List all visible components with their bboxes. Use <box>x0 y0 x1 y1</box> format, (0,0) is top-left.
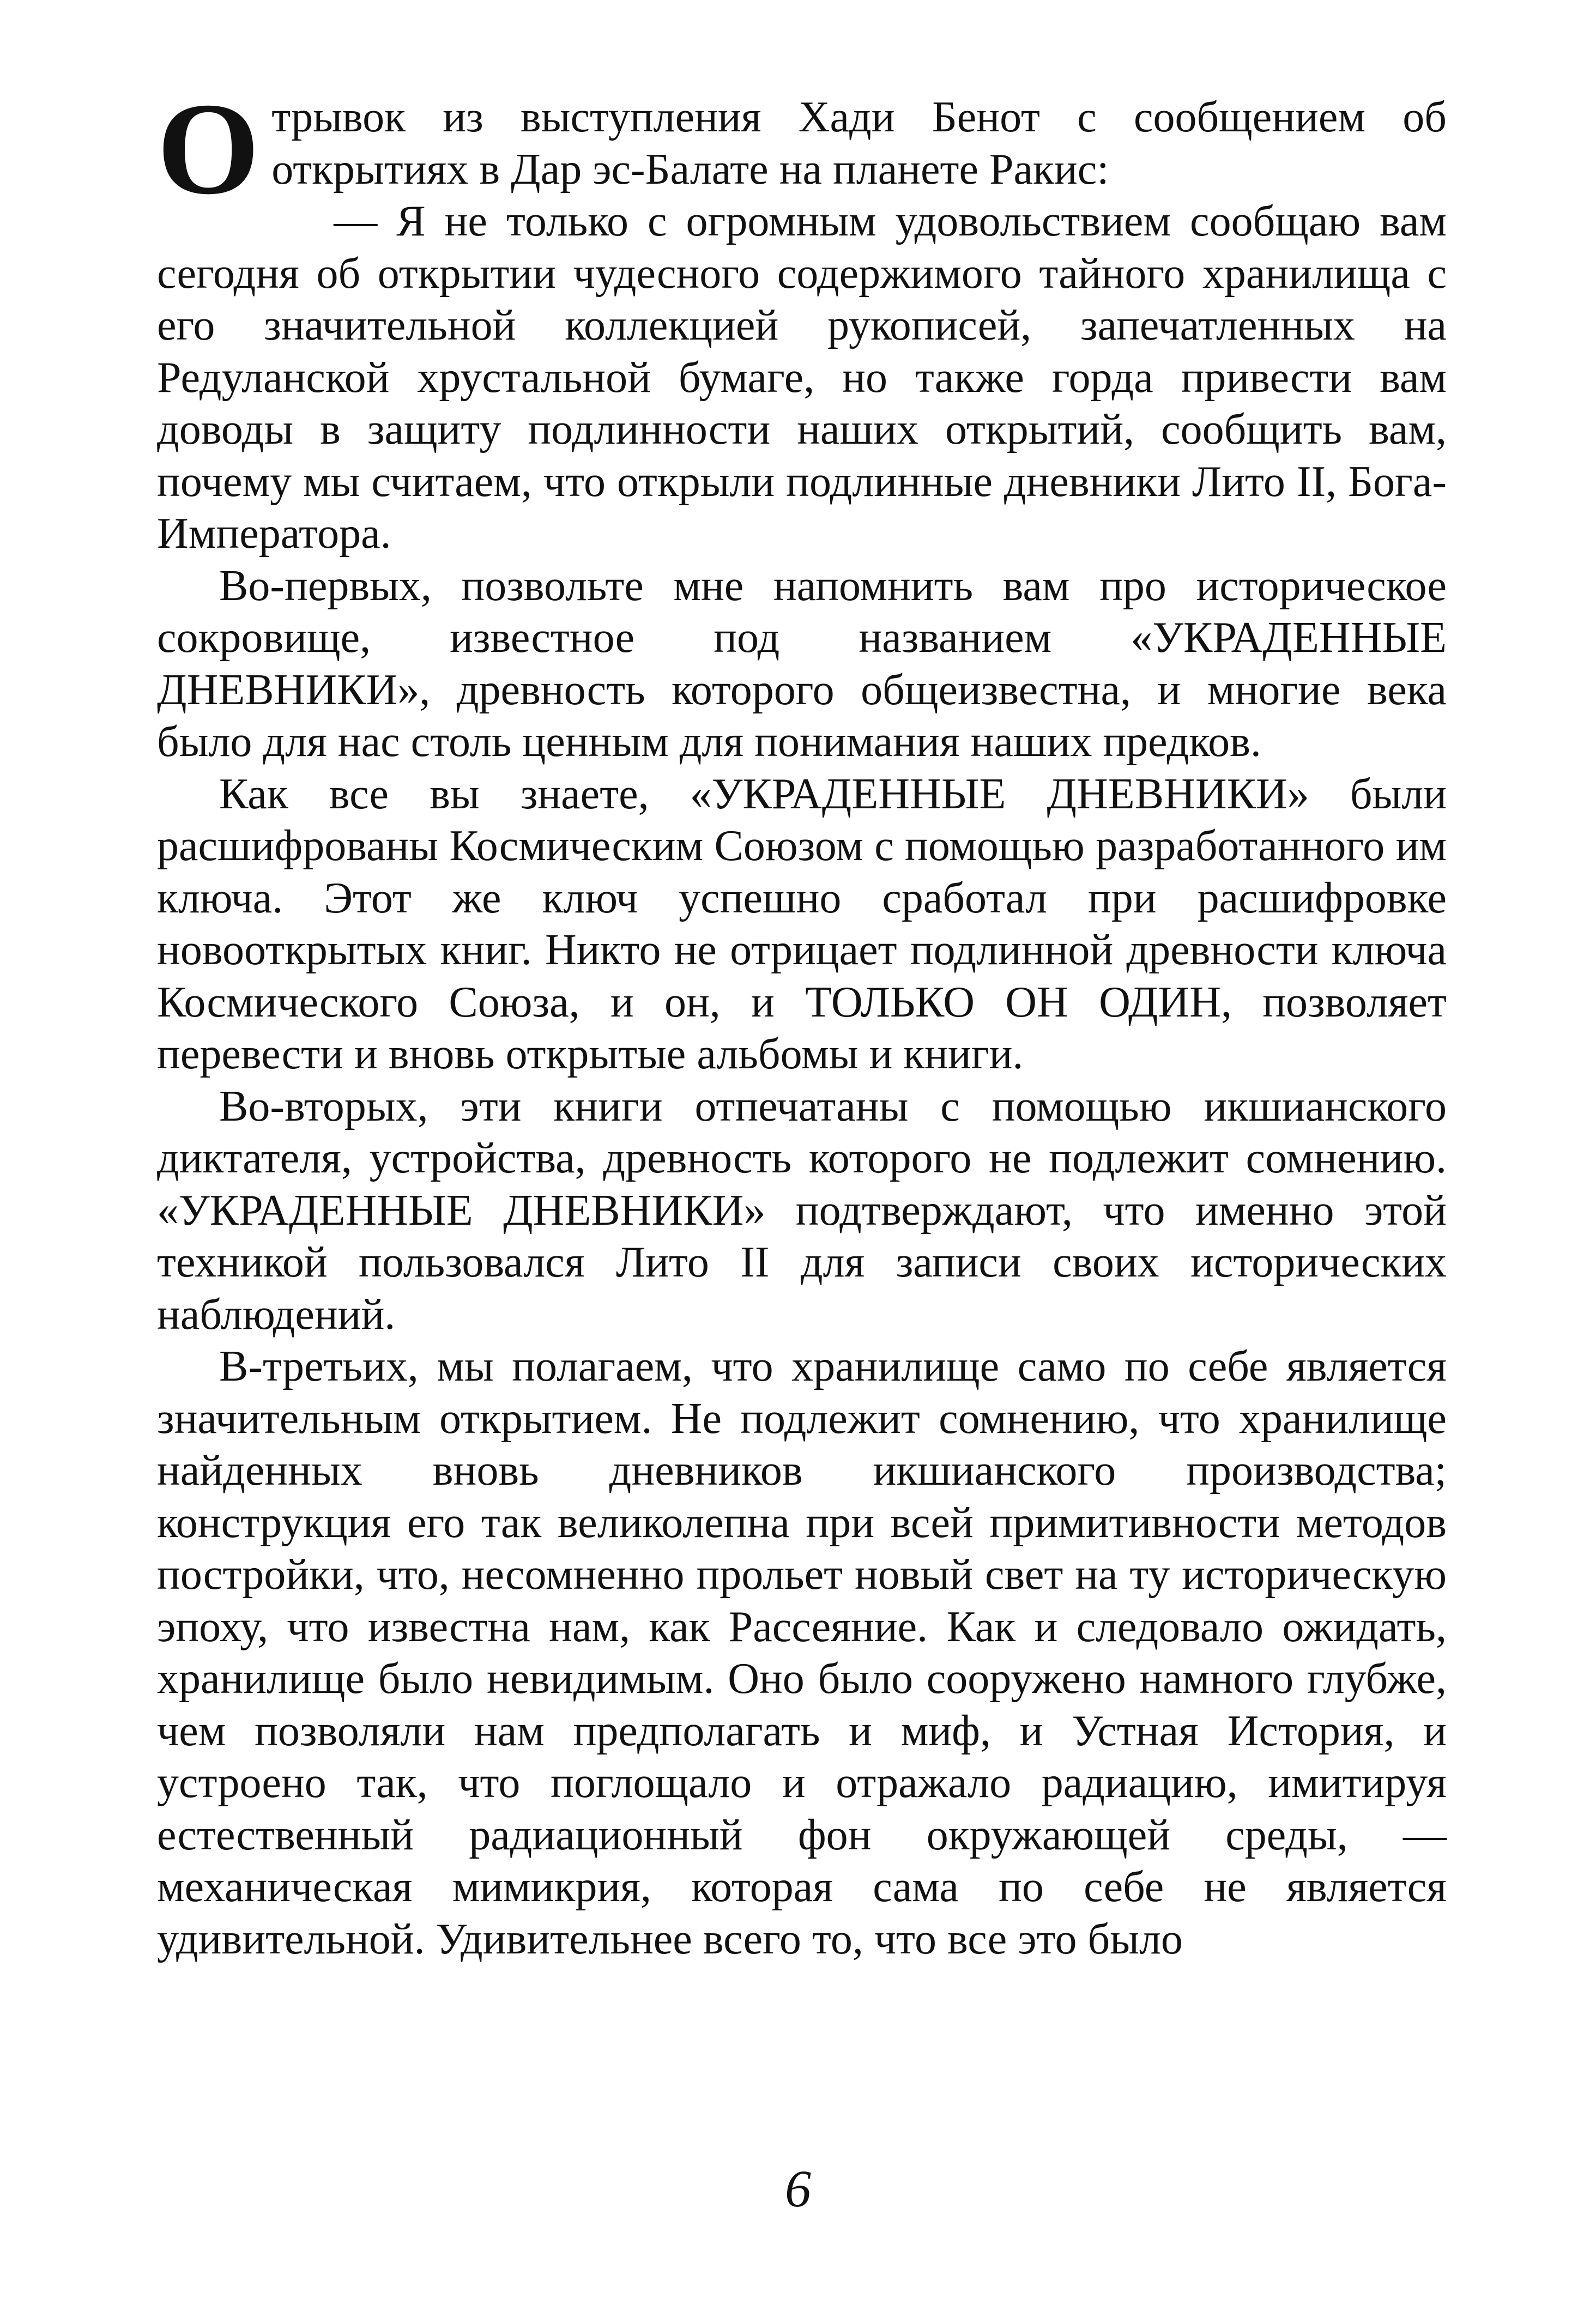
paragraph: Во-первых, позвольте мне напомнить вам про историческое сокровище, известное под названием «УКРАДЕННЫЕ ДНЕВНИКИ», древность которого общеизвестна, и многие века было для нас столь ценным для понимания наших предков. <box>157 561 1447 766</box>
drop-cap: О <box>157 76 260 222</box>
paragraph: Как все вы знаете, «УКРАДЕННЫЕ ДНЕВНИКИ» были расшифрованы Космическим Союзом с помощью разработанного им ключа. Этот же ключ успешно сработал при расшифровке новооткрытых книг. Никто не отрицает подлинной древности ключа Космического Союза, и он, и ТОЛЬКО ОН ОДИН, позволяет перевести и вновь открытые альбомы и книги. <box>157 770 1447 1078</box>
paragraph: В-третьих, мы полагаем, что хранилище само по себе является значительным открытием. Не подлежит сомнению, что хранилище найденных вновь дневников икшианского производства; конструкция его так великолепна при всей примитивности методов постройки, что, несомненно прольет новый свет на ту историческую эпоху, что известна нам, как Рассеяние. Как и следовало ожидать, хранилище было невидимым. Оно было сооружено намного глубже, чем позволяли нам предполагать и миф, и Устная История, и устроено так, что поглощало и отражало радиацию, имитируя естественный радиационный фон окружающей среды, — механическая мимикрия, которая сама по себе не является удивительной. Удивительнее всего то, что все это было <box>157 1342 1447 1963</box>
paragraph: Во-вторых, эти книги отпечатаны с помощью икшианского диктателя, устройства, древность которого не подлежит сомнению. «УКРАДЕННЫЕ ДНЕВНИКИ» подтверждают, что именно этой техникой пользовался Лито II для записи своих исторических наблюдений. <box>157 1082 1447 1339</box>
paragraph-intro-text: трывок из выступления Хади Бенот с сообщением об открытиях в Дар эс-Балате на планете Ракис: <box>271 93 1447 193</box>
body-text <box>157 76 1447 1965</box>
paragraph-intro <box>157 76 1447 222</box>
paragraph: — Я не только с огромным удовольствием сообщаю вам сегодня об открытии чудесного содержимого тайного хранилища с его значительной коллекцией рукописей, запечатленных на Редуланской хрустальной бумаге, но также горда привести вам доводы в защиту подлинности наших открытий, сообщить вам, почему мы считаем, что открыли подлинные дневники Лито II, Бога-Императора. <box>157 197 1447 558</box>
book-page <box>157 76 1447 1965</box>
page-number: 6 <box>785 2159 811 2218</box>
